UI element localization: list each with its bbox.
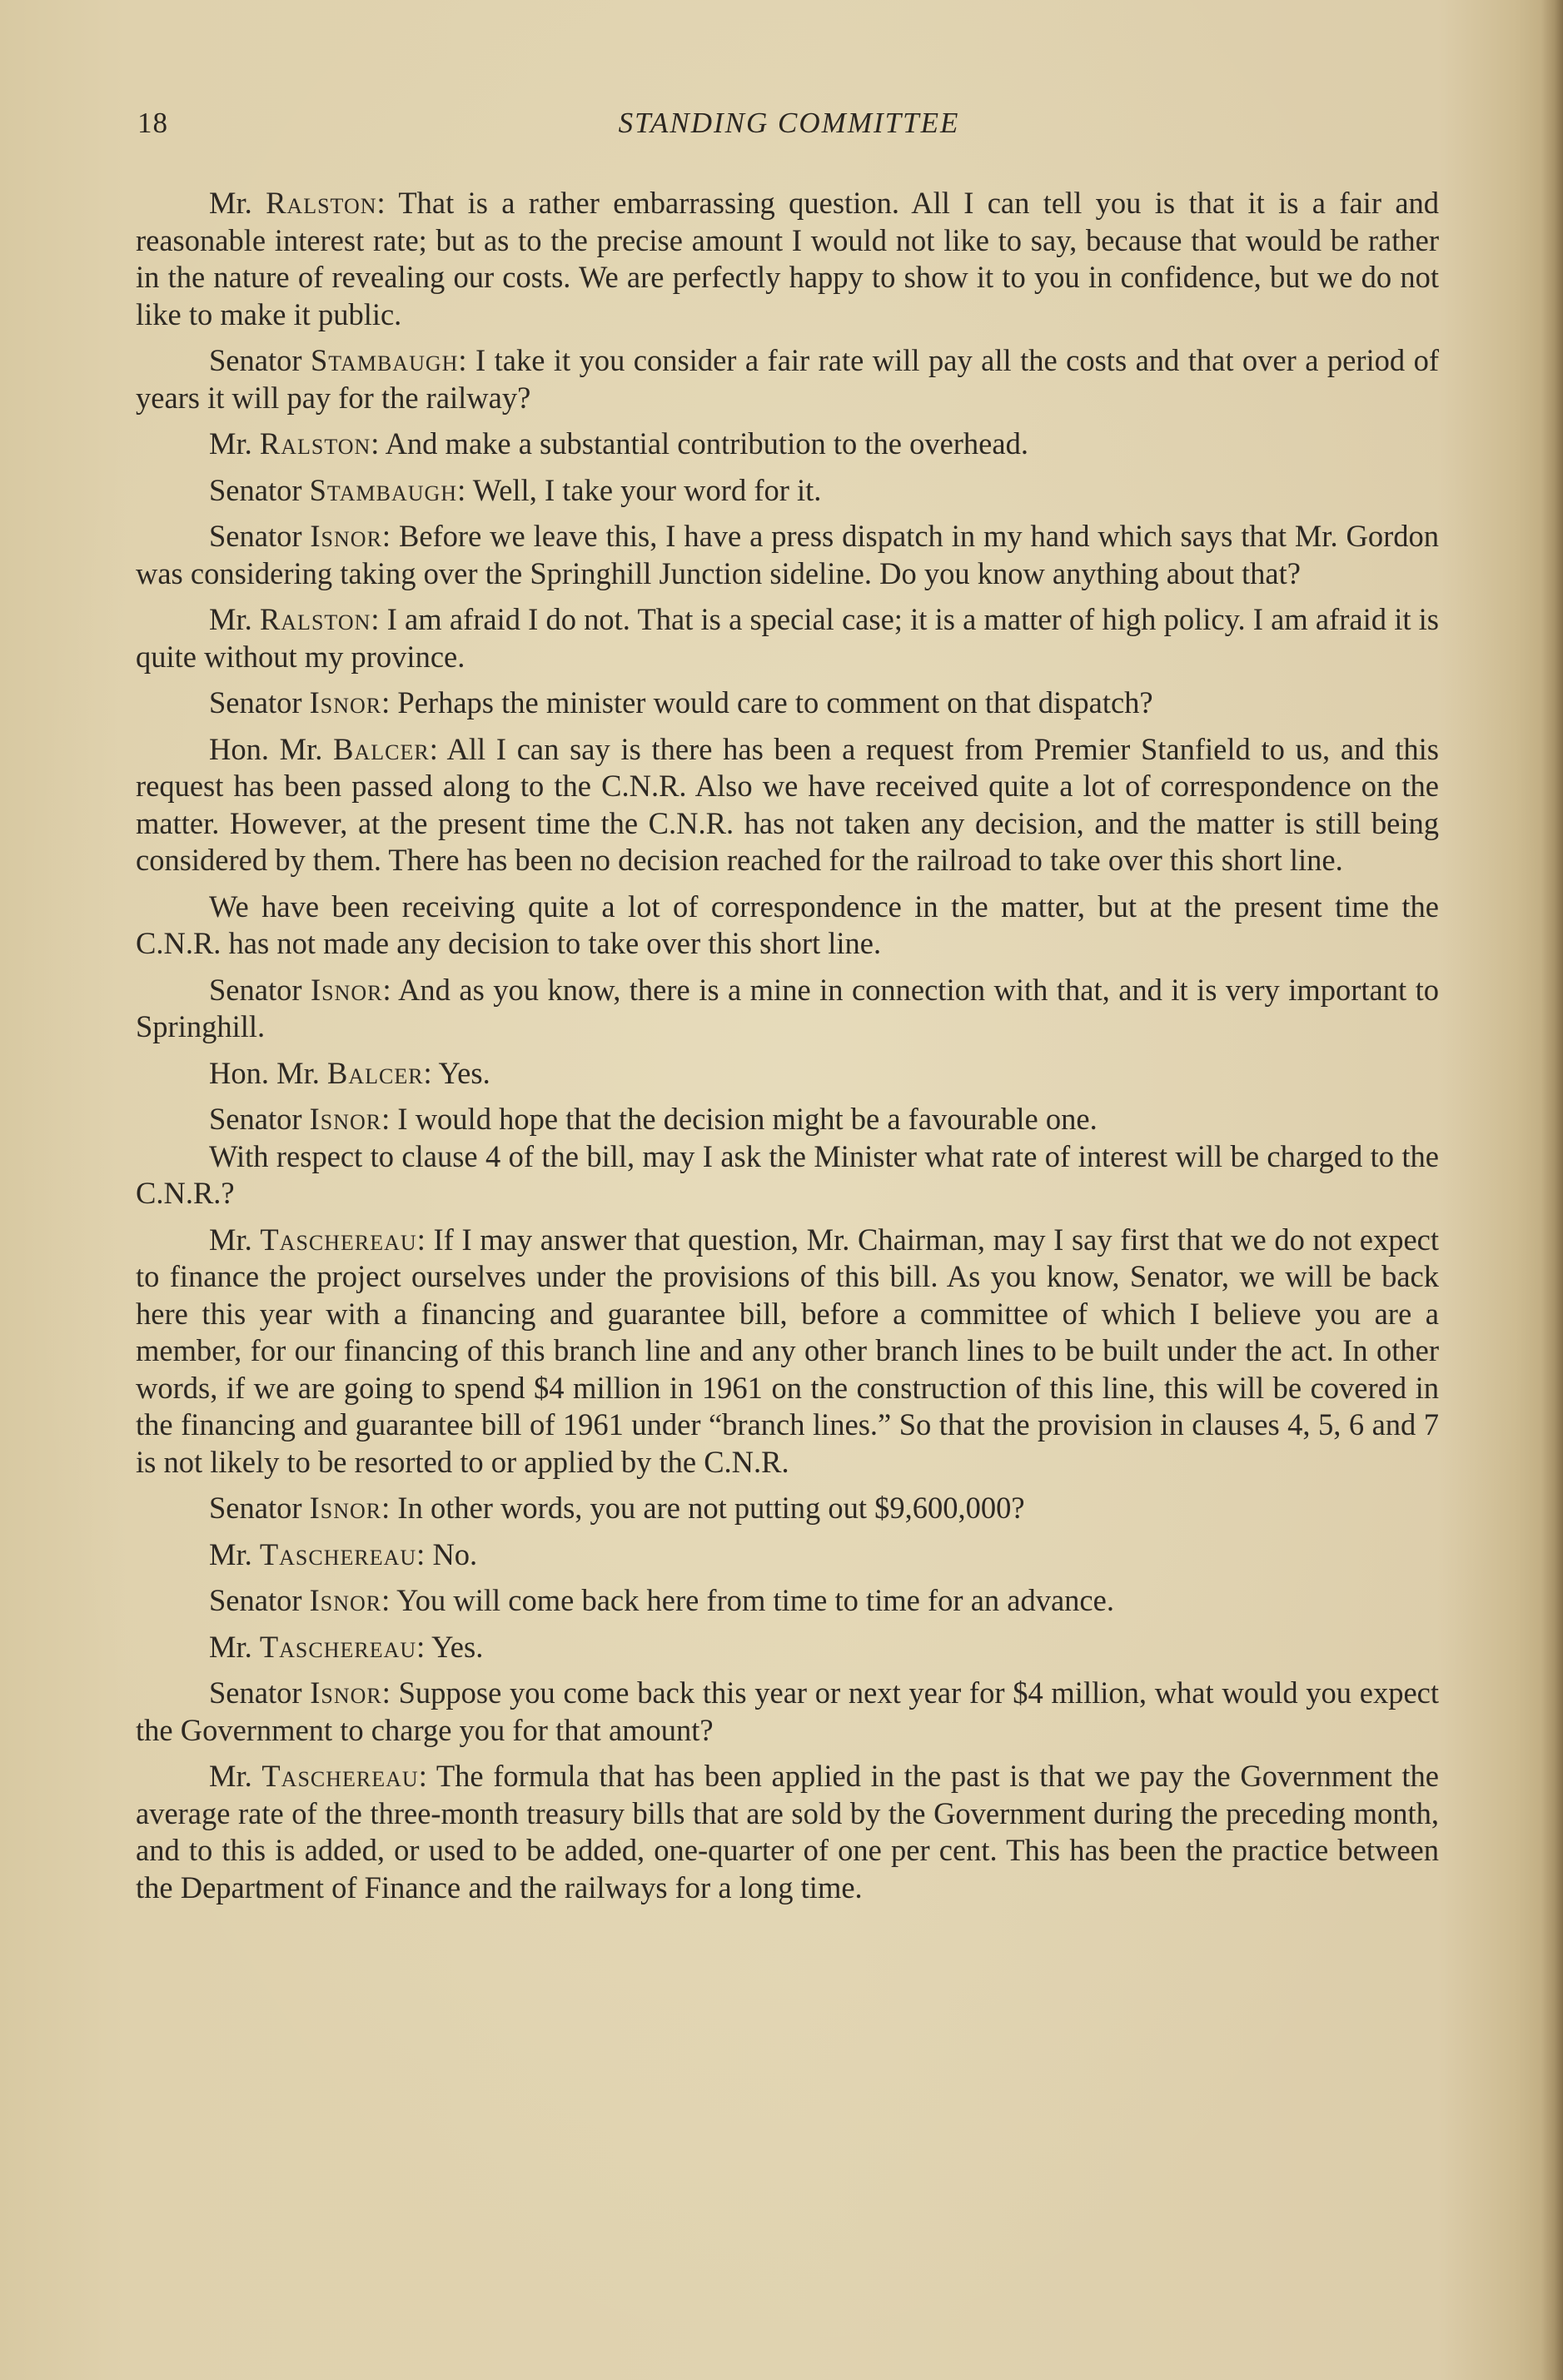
speaker-name: Stambaugh [310, 343, 459, 377]
paragraph-text: You will come back here from time to time for an advance. [396, 1583, 1114, 1617]
speaker-name: Balcer [326, 1055, 424, 1090]
paragraph-text: We have been receiving quite a lot of correspondence in the matter, but at the present time the C.N.R. has not made any decision to take over this short line. [136, 889, 1439, 960]
speaker-name: Ralston [259, 602, 371, 636]
paragraph-text: Yes. [431, 1629, 484, 1664]
speaker-name: Isnor [309, 685, 382, 719]
speaker-name: Isnor [309, 1491, 382, 1525]
speaker-name: Isnor [310, 1675, 382, 1710]
paragraph-text: With respect to clause 4 of the bill, may I ask the Minister what rate of interest will be charged to the C.N.R.? [136, 1138, 1439, 1210]
speaker-prefix: Mr. [209, 1629, 252, 1664]
paragraph-text: And make a substantial contribution to the overhead. [385, 426, 1028, 461]
speaker-prefix: Mr. [209, 186, 252, 220]
paragraph [136, 889, 1439, 963]
paragraph-text: I would hope that the decision might be a favourable one. [397, 1102, 1098, 1136]
speaker-prefix: Senator [209, 1583, 302, 1617]
page-number: 18 [137, 107, 168, 139]
paragraph-text: I take it you consider a fair rate will pay all the costs and that over a period of years it will pay for the railway? [136, 343, 1439, 415]
speaker-name: Ralston [266, 186, 377, 220]
speaker-prefix: Mr. [209, 602, 252, 636]
speaker-name: Isnor [310, 519, 382, 553]
paragraph: Mr. Taschereau: Yes. [209, 1629, 484, 1664]
paragraph: Hon. Mr. Balcer: Yes. [209, 1055, 490, 1090]
paragraph-text: No. [432, 1536, 478, 1571]
paragraph: Mr. Taschereau: No. [209, 1536, 478, 1571]
paragraph: Senator Isnor: Before we leave this, I have a press dispatch in my hand which says that Mr. Gordon was considering taking over the Springhill Junction sideline. Do you know anything about that? [136, 519, 1439, 590]
paragraph: Mr. Ralston: And make a substantial contribution to the overhead. [209, 426, 1028, 461]
speaker-prefix: Senator [209, 972, 302, 1007]
speaker-name: Taschereau [261, 1759, 419, 1793]
paragraph-text: Before we leave this, I have a press dispatch in my hand which says that Mr. Gordon was considering taking over the Springhill Junction sideline. Do you know anything about that? [136, 519, 1439, 590]
paragraph: Hon. Mr. Balcer: All I can say is there has been a request from Premier Stanfield to us, and this request has been passed along to the C.N.R. Also we have received quite a lot of correspondence on the matter. However, at the present time the C.N.R. has not taken any decision, and the matter is still being considered by them. There has been no decision reached for the railroad to take over this short line. [136, 731, 1439, 877]
page-edge-shadow [1541, 0, 1563, 2380]
speaker-name: Taschereau [259, 1536, 417, 1571]
paragraph-text: Suppose you come back this year or next year for $4 million, what would you expect the Government to charge you for that amount? [136, 1675, 1440, 1747]
paragraph-text: I am afraid I do not. That is a special case; it is a matter of high policy. I am afraid it is quite without my province. [136, 602, 1440, 674]
paragraph-text: Well, I take your word for it. [472, 472, 822, 507]
speaker-prefix: Senator [209, 1102, 302, 1136]
paragraph: Senator Isnor: You will come back here from time to time for an advance. [209, 1583, 1114, 1617]
speaker-prefix: Senator [209, 685, 302, 719]
speaker-prefix: Senator [209, 1675, 302, 1710]
paragraph-text: And as you know, there is a mine in connection with that, and it is very important to Springhill. [136, 972, 1439, 1043]
speaker-name: Isnor [309, 1583, 382, 1617]
speaker-prefix: Mr. [209, 1222, 252, 1257]
paragraph [136, 1138, 1439, 1212]
paragraph-text: Yes. [438, 1055, 490, 1090]
paragraph: Senator Isnor: I would hope that the decision might be a favourable one. [209, 1102, 1098, 1136]
speaker-name: Isnor [309, 1102, 382, 1136]
speaker-prefix: Senator [209, 1491, 302, 1525]
speaker-name: Taschereau [259, 1629, 417, 1664]
paragraph-text: The formula that has been applied in the past is that we pay the Government the average rate of the three-month treasury bills that are sold by the Government during the preceding month, and to this is added, or used to be added, one-quarter of one per cent. This has been the practice between the Department of Finance and the railways for a long time. [136, 1759, 1440, 1904]
transcript-body [136, 185, 1439, 1915]
paragraph-text: Perhaps the minister would care to comment on that dispatch? [397, 685, 1153, 719]
speaker-prefix: Mr. [209, 426, 252, 461]
paragraph: Mr. Ralston: I am afraid I do not. That is a special case; it is a matter of high policy. I am afraid it is quite without my province. [136, 602, 1440, 674]
speaker-prefix: Hon. Mr. [209, 1055, 320, 1090]
paragraph: Senator Isnor: Perhaps the minister would care to comment on that dispatch? [209, 685, 1153, 719]
speaker-prefix: Hon. Mr. [209, 731, 323, 766]
paragraph: Mr. Taschereau: The formula that has been applied in the past is that we pay the Government the average rate of the three-month treasury bills that are sold by the Government during the preceding month, and to this is added, or used to be added, one-quarter of one per cent. This has been the practice between the Department of Finance and the railways for a long time. [136, 1759, 1440, 1904]
paragraph-text: If I may answer that question, Mr. Chairman, may I say first that we do not expect to finance the project ourselves under the provisions of this bill. As you know, Senator, we will be back here this year with a financing and guarantee bill, before a committee of which I believe you are a member, for our financing of this branch line and any other branch lines to be built under the act. In other words, if we are going to spend $4 million in 1961 on the construction of this line, this will be covered in the financing and guarantee bill of 1961 under “branch lines.” So that the provision in clauses 4, 5, 6 and 7 is not likely to be resorted to or applied by the C.N.R. [136, 1222, 1439, 1479]
speaker-prefix: Senator [209, 519, 302, 553]
paragraph: Senator Stambaugh: I take it you consider a fair rate will pay all the costs and that over a period of years it will pay for the railway? [136, 343, 1439, 415]
speaker-name: Isnor [310, 972, 383, 1007]
page-header [137, 107, 1441, 148]
paragraph-text: In other words, you are not putting out $9,600,000? [397, 1491, 1025, 1525]
paragraph: Senator Isnor: Suppose you come back this year or next year for $4 million, what would you expect the Government to charge you for that amount? [136, 1675, 1440, 1747]
speaker-name: Stambaugh [309, 472, 458, 507]
speaker-name: Taschereau [260, 1222, 417, 1257]
paragraph: Senator Stambaugh: Well, I take your word for it. [209, 472, 822, 507]
paragraph: Mr. Ralston: That is a rather embarrassing question. All I can tell you is that it is a fair and reasonable interest rate; but as to the precise amount I would not like to say, because that would be rather in the nature of revealing our costs. We are perfectly happy to show it to you in confidence, but we do not like to make it public. [136, 186, 1440, 331]
speaker-prefix: Mr. [209, 1759, 252, 1793]
paragraph: Senator Isnor: In other words, you are not putting out $9,600,000? [209, 1491, 1025, 1525]
running-title: STANDING COMMITTEE [618, 107, 960, 139]
speaker-prefix: Senator [209, 343, 302, 377]
paragraph: Mr. Taschereau: If I may answer that question, Mr. Chairman, may I say first that we do not expect to finance the project ourselves under the provisions of this bill. As you know, Senator, we will be back here this year with a financing and guarantee bill, before a committee of which I believe you are a member, for our financing of this branch line and any other branch lines to be built under the act. In other words, if we are going to spend $4 million in 1961 on the construction of this line, this will be covered in the financing and guarantee bill of 1961 under “branch lines.” So that the provision in clauses 4, 5, 6 and 7 is not likely to be resorted to or applied by the C.N.R. [136, 1222, 1439, 1479]
speaker-name: Balcer [333, 731, 430, 766]
speaker-prefix: Mr. [209, 1536, 252, 1571]
speaker-name: Ralston [259, 426, 371, 461]
speaker-prefix: Senator [209, 472, 302, 507]
paragraph-text: That is a rather embarrassing question. All I can tell you is that it is a fair and reasonable interest rate; but as to the precise amount I would not like to say, because that would be rather in the nature of revealing our costs. We are perfectly happy to show it to you in confidence, but we do not like to make it public. [136, 186, 1440, 331]
paragraph-text: All I can say is there has been a request from Premier Stanfield to us, and this request has been passed along to the C.N.R. Also we have received quite a lot of correspondence on the matter. However, at the present time the C.N.R. has not taken any decision, and the matter is still being considered by them. There has been no decision reached for the railroad to take over this short line. [136, 731, 1439, 877]
paragraph: Senator Isnor: And as you know, there is a mine in connection with that, and it is very important to Springhill. [136, 972, 1439, 1043]
